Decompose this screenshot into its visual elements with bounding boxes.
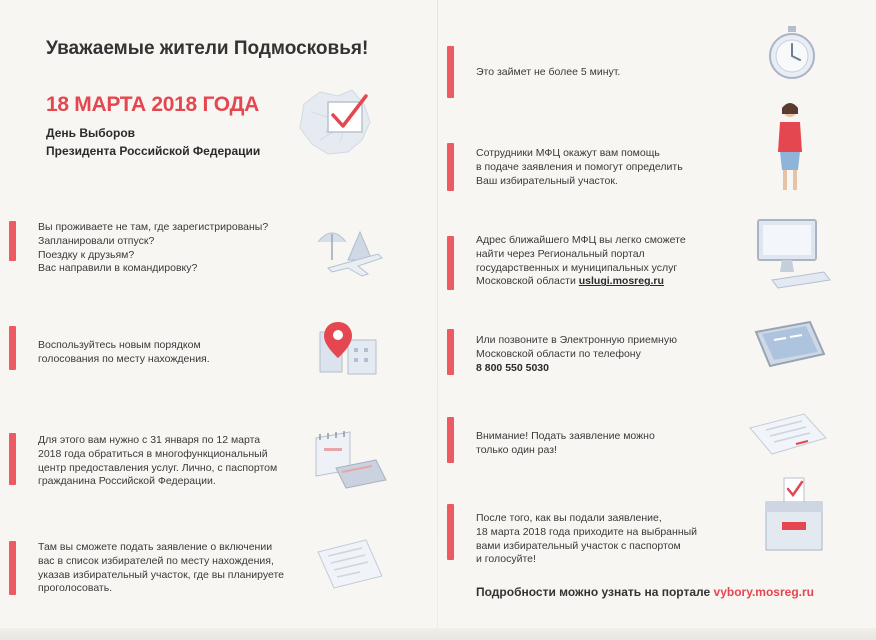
info-line: Это займет не более 5 минут. xyxy=(476,66,621,78)
info-line: Для этого вам нужно с 31 января по 12 марта xyxy=(38,434,261,446)
info-line: Ваш избирательный участок. xyxy=(476,174,618,187)
region-map-checkbox-icon xyxy=(290,82,380,162)
application-form-icon xyxy=(746,408,830,460)
footer-portal-note xyxy=(476,585,814,599)
info-line: Запланировали отпуск? xyxy=(38,234,155,247)
info-line: и голосуйте! xyxy=(476,553,536,566)
info-line: указав избирательный участок, где вы планируете xyxy=(38,568,284,581)
accent-bar xyxy=(447,236,454,290)
info-line: После того, как вы подали заявление, xyxy=(476,512,662,524)
accent-bar xyxy=(447,417,454,463)
info-block-staff-help xyxy=(476,147,683,188)
election-subtitle xyxy=(46,124,260,160)
info-block-phone xyxy=(476,334,677,375)
page-fold xyxy=(437,0,438,640)
info-line: Сотрудники МФЦ окажут вам помощь xyxy=(476,147,660,159)
accent-bar xyxy=(447,504,454,560)
travel-icon xyxy=(308,214,388,278)
info-line: найти через Региональный портал xyxy=(476,247,645,260)
document-icon xyxy=(310,532,390,596)
smartphone-icon xyxy=(746,318,832,376)
stopwatch-icon xyxy=(764,24,820,84)
info-line-text: Московской области xyxy=(476,275,576,288)
info-line: гражданина Российской Федерации. xyxy=(38,475,216,488)
subtitle-line: День Выборов xyxy=(46,126,136,140)
info-block-voting-day xyxy=(476,512,697,567)
accent-bar xyxy=(9,433,16,485)
info-line: голосования по месту нахождения. xyxy=(38,352,210,365)
accent-bar xyxy=(447,143,454,191)
info-line: Поездку к друзьям? xyxy=(38,248,135,261)
consultant-icon xyxy=(770,100,810,194)
accent-bar xyxy=(447,46,454,98)
info-line: Или позвоните в Электронную приемную xyxy=(476,334,677,346)
accent-bar xyxy=(9,221,16,261)
info-line: центр предоставления услуг. Лично, с паспортом xyxy=(38,461,278,474)
accent-bar xyxy=(447,329,454,375)
calendar-passport-icon xyxy=(306,424,390,494)
location-pin-icon xyxy=(314,318,386,382)
info-block-new-procedure xyxy=(38,339,210,367)
portal-link[interactable]: uslugi.mosreg.ru xyxy=(578,275,664,288)
info-line: Адрес ближайшего МФЦ вы легко сможете xyxy=(476,234,686,246)
info-line xyxy=(476,275,686,289)
info-line: Вы проживаете не там, где зарегистрированы? xyxy=(38,221,269,233)
info-line: 18 марта 2018 года приходите на выбранный xyxy=(476,525,698,538)
info-line: проголосовать. xyxy=(38,582,113,595)
footer-portal-link[interactable]: vybory.mosreg.ru xyxy=(713,585,814,599)
info-block-time xyxy=(476,66,620,80)
info-line: Внимание! Подать заявление можно xyxy=(476,430,655,442)
info-line: вас в список избирателей по месту нахождения, xyxy=(38,554,274,567)
info-line: только один раз! xyxy=(476,443,557,456)
accent-bar xyxy=(9,541,16,595)
phone-number[interactable]: 8 800 550 5030 xyxy=(476,361,549,374)
info-block-portal xyxy=(476,234,686,289)
paper-edge xyxy=(0,628,876,640)
info-line: 2018 года обратиться в многофункциональный xyxy=(38,447,268,460)
info-block-application xyxy=(38,541,284,596)
subtitle-line: Президента Российской Федерации xyxy=(46,144,261,158)
info-block-warning xyxy=(476,430,655,458)
election-date-title: 18 МАРТА 2018 ГОДА xyxy=(46,93,260,116)
info-line: государственных и муниципальных услуг xyxy=(476,261,678,274)
accent-bar xyxy=(9,326,16,370)
ballot-box-icon xyxy=(762,474,826,558)
computer-monitor-icon xyxy=(750,214,834,294)
info-line: Вас направили в командировку? xyxy=(38,262,198,275)
info-line: Московской области по телефону xyxy=(476,347,641,360)
info-line: вами избирательный участок с паспортом xyxy=(476,539,681,552)
info-line: Там вы сможете подать заявление о включении xyxy=(38,541,273,553)
info-block-travel xyxy=(38,221,268,276)
greeting-heading: Уважаемые жители Подмосковья! xyxy=(46,38,369,59)
info-block-mfc-visit xyxy=(38,434,277,489)
info-line: в подаче заявления и помогут определить xyxy=(476,160,683,173)
info-line: Воспользуйтесь новым порядком xyxy=(38,339,201,351)
footer-text: Подробности можно узнать на портале xyxy=(476,585,711,599)
